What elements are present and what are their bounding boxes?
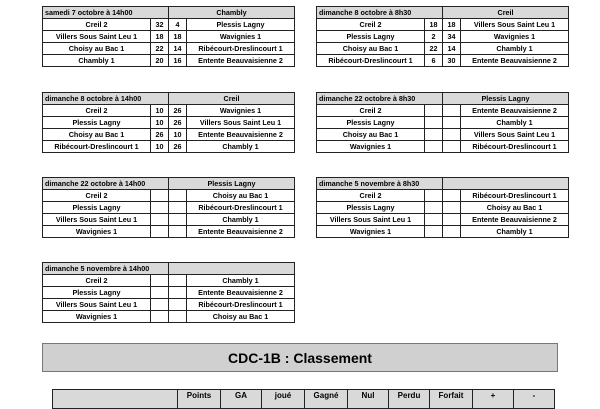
home-team: Plessis Lagny (317, 202, 425, 214)
home-team: Choisy au Bac 1 (43, 129, 151, 141)
home-team: Ribécourt-Dreslincourt 1 (317, 55, 425, 67)
classement-header-row (53, 390, 555, 409)
match-row (43, 214, 295, 226)
away-score (443, 190, 461, 202)
away-team: Chambly 1 (187, 141, 295, 153)
home-score (151, 299, 169, 311)
home-score (151, 287, 169, 299)
match-row (317, 214, 569, 226)
round-date: dimanche 5 novembre à 14h00 (43, 263, 169, 275)
match-row (43, 299, 295, 311)
home-score (425, 226, 443, 238)
match-row (43, 226, 295, 238)
team-column-header (53, 390, 178, 409)
home-team: Creil 2 (43, 105, 151, 117)
home-team: Chambly 1 (43, 55, 151, 67)
match-row (43, 43, 295, 55)
away-score (169, 202, 187, 214)
away-team: Wavignies 1 (461, 31, 569, 43)
round-date: dimanche 5 novembre à 8h30 (317, 178, 443, 190)
round-3 (42, 92, 295, 153)
away-score (169, 299, 187, 311)
away-score (443, 141, 461, 153)
home-team: Choisy au Bac 1 (317, 129, 425, 141)
round-date: dimanche 8 octobre à 14h00 (43, 93, 169, 105)
home-score: 10 (151, 117, 169, 129)
away-team: Villers Sous Saint Leu 1 (187, 117, 295, 129)
away-team: Entente Beauvaisienne 2 (187, 287, 295, 299)
away-team: Ribécourt-Dreslincourt 1 (187, 43, 295, 55)
home-team: Wavignies 1 (317, 141, 425, 153)
away-score: 14 (169, 43, 187, 55)
home-team: Creil 2 (43, 19, 151, 31)
round-header (317, 178, 569, 190)
away-team: Entente Beauvaisienne 2 (461, 105, 569, 117)
col-forfait: Forfait (430, 390, 473, 409)
away-score: 4 (169, 19, 187, 31)
away-team: Ribécourt-Dreslincourt 1 (187, 202, 295, 214)
home-score (425, 141, 443, 153)
away-team: Entente Beauvaisienne 2 (187, 226, 295, 238)
away-score: 26 (169, 117, 187, 129)
round-header (317, 7, 569, 19)
match-row (43, 105, 295, 117)
home-score: 20 (151, 55, 169, 67)
match-row (317, 105, 569, 117)
classement-title: CDC-1B : Classement (42, 343, 558, 372)
match-table (316, 92, 569, 153)
home-score: 22 (425, 43, 443, 55)
home-team: Villers Sous Saint Leu 1 (43, 299, 151, 311)
away-team: Chambly 1 (461, 117, 569, 129)
match-row (317, 43, 569, 55)
match-row (43, 117, 295, 129)
round-header (317, 93, 569, 105)
home-team: Wavignies 1 (317, 226, 425, 238)
match-row (317, 129, 569, 141)
home-team: Plessis Lagny (43, 287, 151, 299)
match-row (317, 117, 569, 129)
match-row (43, 19, 295, 31)
home-score (151, 202, 169, 214)
away-score (169, 275, 187, 287)
home-team: Plessis Lagny (317, 31, 425, 43)
home-score: 18 (425, 19, 443, 31)
away-score (443, 129, 461, 141)
away-score: 26 (169, 105, 187, 117)
match-row (43, 129, 295, 141)
away-score: 10 (169, 129, 187, 141)
home-score (425, 105, 443, 117)
col-nul: Nul (348, 390, 389, 409)
round-venue: Chambly (169, 7, 295, 19)
away-team: Ribécourt-Dreslincourt 1 (461, 141, 569, 153)
round-1 (42, 6, 295, 67)
match-table (316, 6, 569, 67)
round-6 (316, 177, 569, 238)
match-table (42, 92, 295, 153)
round-venue: Plessis Lagny (443, 93, 569, 105)
col-plus: + (473, 390, 514, 409)
match-table (316, 177, 569, 238)
match-row (317, 202, 569, 214)
away-team: Choisy au Bac 1 (187, 190, 295, 202)
match-row (43, 31, 295, 43)
home-score: 18 (151, 31, 169, 43)
round-5 (42, 177, 295, 238)
col-joue: joué (262, 390, 305, 409)
away-team: Plessis Lagny (187, 19, 295, 31)
col-points: Points (178, 390, 221, 409)
away-score (443, 214, 461, 226)
away-score: 14 (443, 43, 461, 55)
col-perdu: Perdu (389, 390, 430, 409)
away-score: 30 (443, 55, 461, 67)
match-row (43, 287, 295, 299)
home-score: 6 (425, 55, 443, 67)
away-team: Villers Sous Saint Leu 1 (461, 129, 569, 141)
round-venue: Creil (169, 93, 295, 105)
away-team: Wavignies 1 (187, 31, 295, 43)
away-score (169, 311, 187, 323)
col-minus: - (514, 390, 555, 409)
round-venue: Creil (443, 7, 569, 19)
away-team: Entente Beauvaisienne 2 (187, 55, 295, 67)
home-team: Creil 2 (43, 190, 151, 202)
home-score (151, 275, 169, 287)
away-team: Entente Beauvaisienne 2 (461, 55, 569, 67)
round-4 (316, 92, 569, 153)
home-team: Plessis Lagny (43, 117, 151, 129)
home-team: Creil 2 (317, 19, 425, 31)
away-score (169, 214, 187, 226)
match-row (317, 55, 569, 67)
round-date: dimanche 8 octobre à 8h30 (317, 7, 443, 19)
match-row (317, 226, 569, 238)
home-team: Creil 2 (317, 190, 425, 202)
home-team: Wavignies 1 (43, 226, 151, 238)
round-header (43, 178, 295, 190)
home-score (425, 214, 443, 226)
away-score: 18 (169, 31, 187, 43)
home-score: 22 (151, 43, 169, 55)
away-team: Choisy au Bac 1 (187, 311, 295, 323)
away-score: 26 (169, 141, 187, 153)
match-row (43, 311, 295, 323)
home-score: 32 (151, 19, 169, 31)
away-team: Ribécourt-Dreslincourt 1 (461, 190, 569, 202)
away-score (169, 190, 187, 202)
away-team: Choisy au Bac 1 (461, 202, 569, 214)
home-score (151, 214, 169, 226)
col-gagne: Gagné (305, 390, 348, 409)
away-score (169, 287, 187, 299)
round-date: dimanche 22 octobre à 8h30 (317, 93, 443, 105)
round-venue: Plessis Lagny (169, 178, 295, 190)
match-row (43, 141, 295, 153)
home-score: 10 (151, 105, 169, 117)
match-row (43, 202, 295, 214)
match-row (43, 190, 295, 202)
match-row (317, 19, 569, 31)
away-score (169, 226, 187, 238)
home-team: Creil 2 (43, 275, 151, 287)
round-header (43, 93, 295, 105)
home-score: 2 (425, 31, 443, 43)
round-7 (42, 262, 295, 323)
home-team: Villers Sous Saint Leu 1 (317, 214, 425, 226)
home-score (151, 190, 169, 202)
away-score (443, 117, 461, 129)
away-team: Wavignies 1 (187, 105, 295, 117)
round-2 (316, 6, 569, 67)
match-row (317, 31, 569, 43)
away-score: 16 (169, 55, 187, 67)
away-team: Chambly 1 (461, 43, 569, 55)
match-table (42, 177, 295, 238)
home-score (425, 190, 443, 202)
away-score: 18 (443, 19, 461, 31)
round-header (43, 7, 295, 19)
home-team: Wavignies 1 (43, 311, 151, 323)
match-row (317, 190, 569, 202)
away-team: Entente Beauvaisienne 2 (187, 129, 295, 141)
col-ga: GA (221, 390, 262, 409)
home-team: Villers Sous Saint Leu 1 (43, 214, 151, 226)
away-team: Chambly 1 (187, 214, 295, 226)
home-team: Plessis Lagny (43, 202, 151, 214)
home-score: 26 (151, 129, 169, 141)
home-team: Ribécourt-Dreslincourt 1 (43, 141, 151, 153)
round-date: dimanche 22 octobre à 14h00 (43, 178, 169, 190)
away-team: Villers Sous Saint Leu 1 (461, 19, 569, 31)
away-score (443, 202, 461, 214)
match-table (42, 262, 295, 323)
away-score (443, 226, 461, 238)
home-team: Creil 2 (317, 105, 425, 117)
away-team: Entente Beauvaisienne 2 (461, 214, 569, 226)
home-score (425, 117, 443, 129)
round-venue (443, 178, 569, 190)
round-date: samedi 7 octobre à 14h00 (43, 7, 169, 19)
home-score (425, 129, 443, 141)
round-venue (169, 263, 295, 275)
home-team: Choisy au Bac 1 (43, 43, 151, 55)
away-team: Chambly 1 (187, 275, 295, 287)
away-team: Ribécourt-Dreslincourt 1 (187, 299, 295, 311)
home-team: Villers Sous Saint Leu 1 (43, 31, 151, 43)
match-row (43, 55, 295, 67)
round-header (43, 263, 295, 275)
away-team: Chambly 1 (461, 226, 569, 238)
match-row (317, 141, 569, 153)
classement-table (52, 389, 555, 409)
match-table (42, 6, 295, 67)
home-team: Choisy au Bac 1 (317, 43, 425, 55)
home-score (151, 226, 169, 238)
match-row (43, 275, 295, 287)
away-score: 34 (443, 31, 461, 43)
away-score (443, 105, 461, 117)
home-score: 10 (151, 141, 169, 153)
home-score (425, 202, 443, 214)
home-score (151, 311, 169, 323)
home-team: Plessis Lagny (317, 117, 425, 129)
